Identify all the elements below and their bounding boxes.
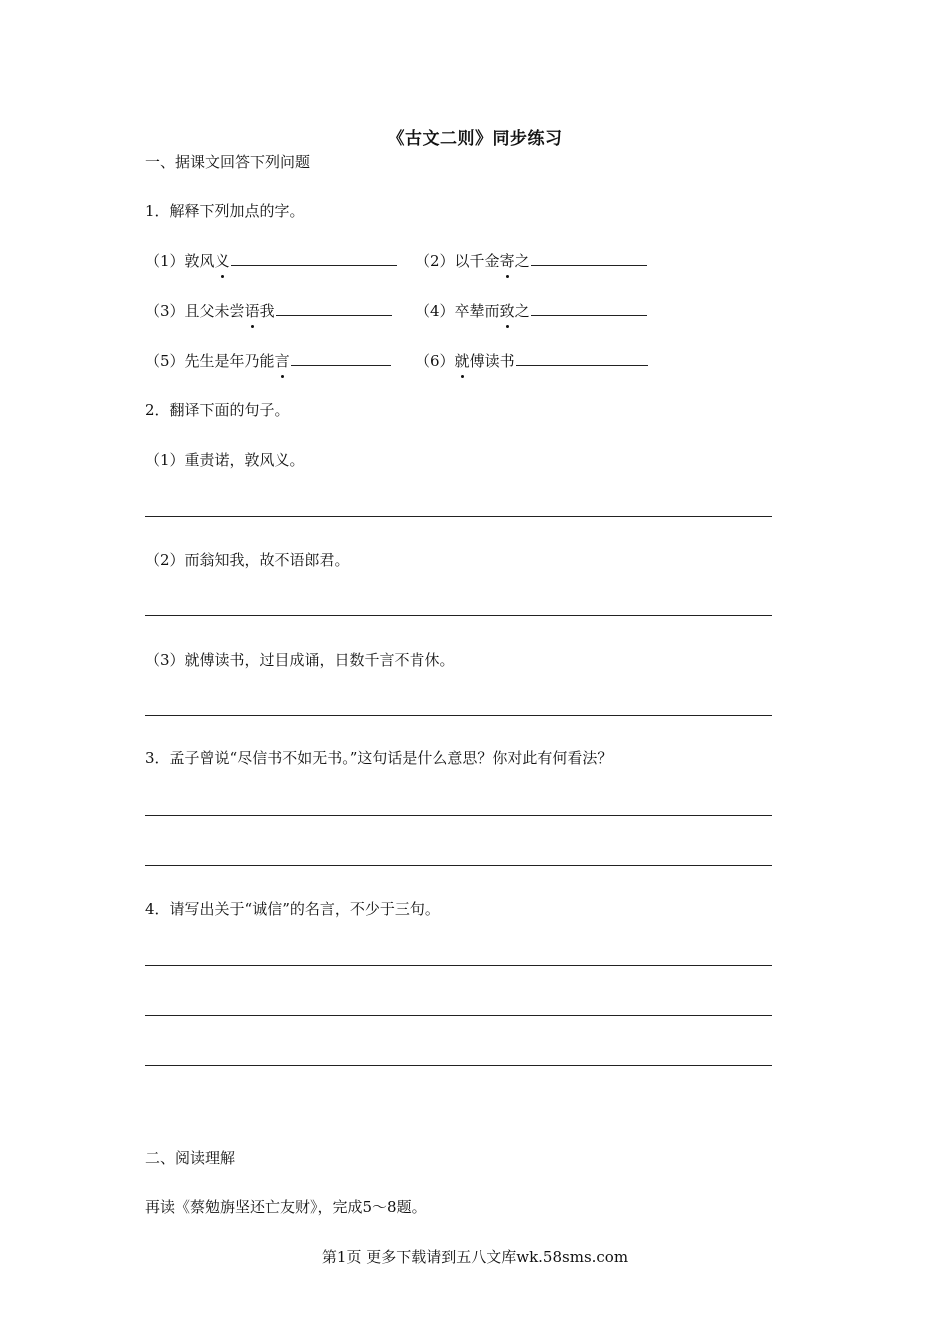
dotted-char: 言 (274, 352, 290, 370)
section1-heading: 一、据课文回答下列问题 (145, 153, 311, 171)
q4-prompt: 4．请写出关于“诚信”的名言，不少于三句。 (145, 900, 440, 918)
answer-line[interactable] (145, 516, 772, 517)
q1-item-6: （6）就傅读书 (415, 349, 648, 372)
answer-line[interactable] (145, 865, 772, 866)
dotted-char: 就 (454, 352, 470, 370)
q1-item-5: （5）先生是年乃能言 (145, 352, 391, 370)
dotted-char: 义 (214, 252, 230, 270)
dotted-char: 致 (499, 302, 515, 320)
q1-row-2 (145, 299, 530, 322)
q1-item-4: （4）卒辇而致之 (415, 299, 647, 322)
answer-blank[interactable] (276, 299, 392, 316)
answer-line[interactable] (145, 1015, 772, 1016)
answer-blank[interactable] (516, 349, 648, 366)
q3-prompt: 3．孟子曾说“尽信书不如无书。”这句话是什么意思？你对此有何看法？ (145, 749, 613, 767)
q2-sentence-2: （2）而翁知我，故不语郎君。 (145, 551, 350, 569)
answer-line[interactable] (145, 615, 772, 616)
answer-blank[interactable] (531, 249, 647, 266)
q1-row-3 (145, 349, 515, 372)
q1-prompt: 1．解释下列加点的字。 (145, 202, 305, 220)
answer-blank[interactable] (291, 349, 391, 366)
answer-blank[interactable] (231, 249, 397, 266)
section2-heading: 二、阅读理解 (145, 1149, 236, 1167)
q2-sentence-3: （3）就傅读书，过目成诵，日数千言不肯休。 (145, 651, 455, 669)
q1-item-1: （1）敦风义 (145, 252, 397, 270)
q1-item-2: （2）以千金寄之 (415, 249, 647, 272)
answer-line[interactable] (145, 815, 772, 816)
page-title: 《古文二则》同步练习 (387, 129, 563, 149)
q1-row-1 (145, 249, 530, 272)
answer-line[interactable] (145, 1065, 772, 1066)
page-footer: 第1页 更多下载请到五八文库wk.58sms.com (321, 1248, 629, 1266)
answer-blank[interactable] (531, 299, 647, 316)
dotted-char: 语 (244, 302, 260, 320)
q1-item-3: （3）且父未尝语我 (145, 302, 392, 320)
section2-intro: 再读《蔡勉旃坚还亡友财》，完成5～8题。 (145, 1198, 427, 1216)
dotted-char: 寄 (499, 252, 515, 270)
answer-line[interactable] (145, 965, 772, 966)
q2-prompt: 2．翻译下面的句子。 (145, 401, 290, 419)
q2-sentence-1: （1）重责诺，敦风义。 (145, 451, 305, 469)
answer-line[interactable] (145, 715, 772, 716)
